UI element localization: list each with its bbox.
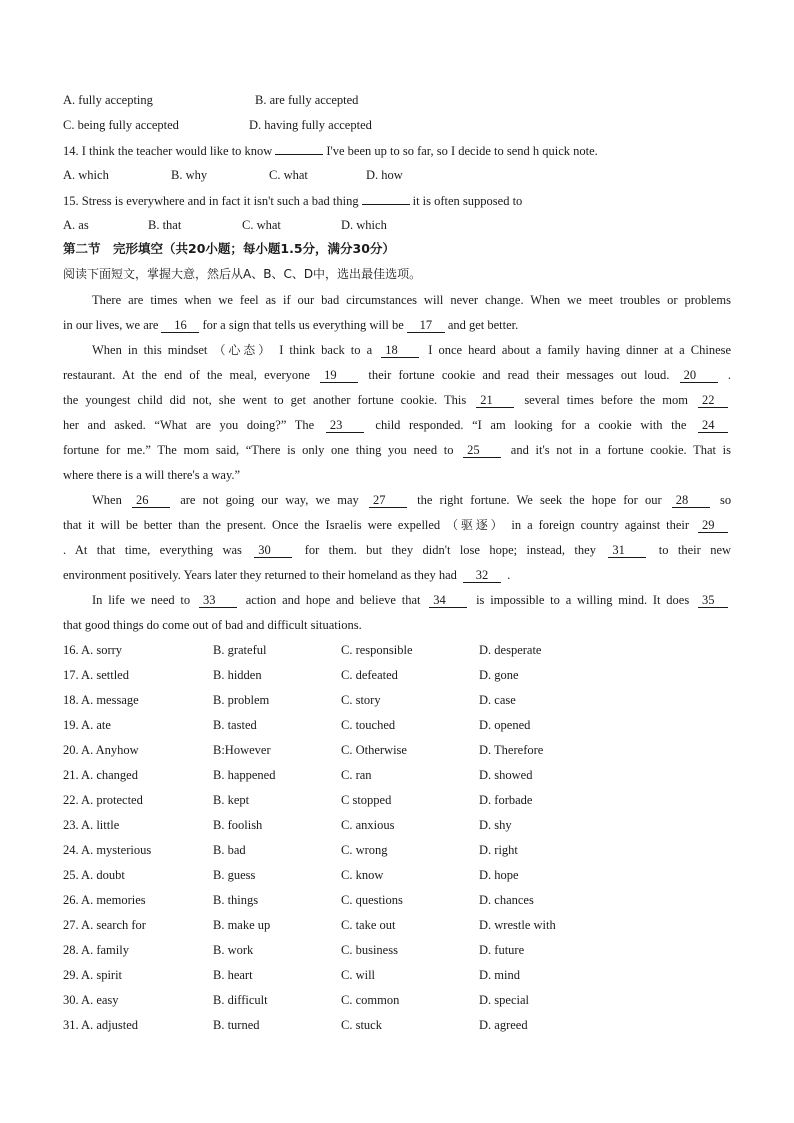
option-b: B. kept — [213, 793, 250, 807]
option-d: D. shy — [479, 818, 512, 832]
option-c: C stopped — [341, 793, 392, 807]
option-c: C. what — [269, 168, 308, 182]
passage-line: in our lives, we are 16 for a sign that tells us everything will be 17 and get better. — [63, 318, 519, 332]
passage-line: where there is a will there's a way.” — [63, 468, 241, 482]
passage-line: There are times when we feel as if our bad circumstances will never change. When we meet troubles or problems — [92, 293, 731, 307]
option-a: 23. A. little — [63, 818, 120, 832]
option-c: C. defeated — [341, 668, 398, 682]
option-d: D. special — [479, 993, 529, 1007]
blank-33: 33 — [199, 594, 237, 608]
question-14: 14. I think the teacher would like to know I've been up to so far, so I decide to send h quick note. — [63, 144, 598, 158]
blank-28: 28 — [672, 494, 710, 508]
option-b: B. guess — [213, 868, 256, 882]
question-15: 15. Stress is everywhere and in fact it isn't such a bad thing it is often supposed to — [63, 194, 523, 208]
option-d: D. wrestle with — [479, 918, 556, 932]
answer-blank — [362, 192, 410, 205]
passage-line: her and asked. “What are you doing?” The 23 child responded. “I am looking for a cookie with the 24 — [63, 417, 731, 433]
option-b: B:However — [213, 743, 271, 757]
option-b: B. foolish — [213, 818, 263, 832]
option-c: C. responsible — [341, 643, 413, 657]
option-b: B. tasted — [213, 718, 257, 732]
option-b: B. turned — [213, 1018, 260, 1032]
blank-31: 31 — [608, 544, 646, 558]
option-d: D. mind — [479, 968, 520, 982]
option-b: B. difficult — [213, 993, 268, 1007]
option-d: D. how — [366, 168, 403, 182]
blank-34: 34 — [429, 594, 467, 608]
passage-line: fortune for me.” The mom said, “There is only one thing you need to 25 and it's not in a fortune cookie. That is — [63, 443, 732, 457]
option-b: B. heart — [213, 968, 253, 982]
option-b: B. work — [213, 943, 254, 957]
option-d: D. right — [479, 843, 518, 857]
option-c: C. anxious — [341, 818, 395, 832]
option-a: A. fully accepting — [63, 93, 153, 107]
option-a: A. as — [63, 218, 89, 232]
blank-26: 26 — [132, 494, 170, 508]
option-b: B. bad — [213, 843, 246, 857]
option-d: D. showed — [479, 768, 533, 782]
passage-line: the youngest child did not, she went to get another fortune cookie. This 21 several times before the mom 22 — [63, 392, 731, 408]
option-c: C. stuck — [341, 1018, 382, 1032]
blank-17: 17 — [407, 319, 445, 333]
option-d: D. hope — [479, 868, 519, 882]
option-a: 16. A. sorry — [63, 643, 123, 657]
option-a: 28. A. family — [63, 943, 129, 957]
option-a: 17. A. settled — [63, 668, 129, 682]
passage-line: When in this mindset （心态） I think back to a 18 I once heard about a family having dinner at a Chinese — [92, 343, 732, 357]
option-c: C. questions — [341, 893, 403, 907]
passage-line: . At that time, everything was 30 for them. but they didn't lose hope; instead, they 31 to their new — [63, 543, 732, 557]
option-b: B. happened — [213, 768, 276, 782]
passage-line: that it will be better than the present. Once the Israelis were expelled （驱逐） in a foreign country against their 29 — [63, 517, 731, 533]
option-c: C. ran — [341, 768, 372, 782]
blank-19: 19 — [320, 369, 358, 383]
option-b: B. grateful — [213, 643, 267, 657]
option-d: D. desperate — [479, 643, 542, 657]
option-b: B. are fully accepted — [255, 93, 359, 107]
option-d: D. Therefore — [479, 743, 544, 757]
passage-line: restaurant. At the end of the meal, everyone 19 their fortune cookie and read their messages out loud. 20 . — [63, 368, 731, 382]
option-c: C. wrong — [341, 843, 388, 857]
option-c: C. business — [341, 943, 398, 957]
blank-22: 22 — [698, 394, 728, 408]
option-d: D. agreed — [479, 1018, 528, 1032]
option-a: 19. A. ate — [63, 718, 111, 732]
option-c: C. take out — [341, 918, 396, 932]
option-a: 24. A. mysterious — [63, 843, 152, 857]
blank-27: 27 — [369, 494, 407, 508]
option-d: D. future — [479, 943, 525, 957]
option-c: C. what — [242, 218, 281, 232]
option-a: 20. A. Anyhow — [63, 743, 139, 757]
option-c: C. Otherwise — [341, 743, 407, 757]
option-d: D. case — [479, 693, 516, 707]
blank-24: 24 — [698, 419, 728, 433]
option-b: B. hidden — [213, 668, 262, 682]
option-a: 18. A. message — [63, 693, 139, 707]
passage-line: that good things do come out of bad and difficult situations. — [63, 618, 362, 632]
blank-35: 35 — [698, 594, 728, 608]
option-d: D. which — [341, 218, 387, 232]
option-d: D. gone — [479, 668, 519, 682]
option-d: D. having fully accepted — [249, 118, 372, 132]
option-b: B. that — [148, 218, 182, 232]
option-d: D. forbade — [479, 793, 533, 807]
option-a: 25. A. doubt — [63, 868, 125, 882]
blank-32: 32 — [463, 569, 501, 583]
option-a: 22. A. protected — [63, 793, 143, 807]
option-b: B. things — [213, 893, 259, 907]
option-c: C. being fully accepted — [63, 118, 179, 132]
option-a: A. which — [63, 168, 109, 182]
option-c: C. will — [341, 968, 376, 982]
blank-20: 20 — [680, 369, 718, 383]
passage-line: When 26 are not going our way, we may 27 the right fortune. We seek the hope for our 28 so — [92, 493, 732, 507]
section-heading: 第二节 完形填空（共20小题；每小题1.5分，满分30分） — [63, 241, 395, 256]
option-a: 21. A. changed — [63, 768, 138, 782]
blank-18: 18 — [381, 344, 419, 358]
blank-30: 30 — [254, 544, 292, 558]
option-d: D. opened — [479, 718, 531, 732]
option-c: C. common — [341, 993, 400, 1007]
option-c: C. story — [341, 693, 381, 707]
blank-29: 29 — [698, 519, 728, 533]
blank-16: 16 — [161, 319, 199, 333]
option-d: D. chances — [479, 893, 534, 907]
option-b: B. make up — [213, 918, 271, 932]
option-c: C. touched — [341, 718, 396, 732]
section-instruction: 阅读下面短文，掌握大意，然后从A、B、C、D中，选出最佳选项。 — [63, 267, 422, 281]
option-a: 29. A. spirit — [63, 968, 123, 982]
option-a: 30. A. easy — [63, 993, 119, 1007]
option-c: C. know — [341, 868, 384, 882]
passage-line: environment positively. Years later they returned to their homeland as they had 32 . — [63, 568, 511, 582]
option-a: 31. A. adjusted — [63, 1018, 138, 1032]
option-b: B. why — [171, 168, 208, 182]
option-a: 27. A. search for — [63, 918, 146, 932]
answer-blank — [275, 142, 323, 155]
option-a: 26. A. memories — [63, 893, 146, 907]
blank-25: 25 — [463, 444, 501, 458]
blank-23: 23 — [326, 419, 364, 433]
option-b: B. problem — [213, 693, 270, 707]
passage-line: In life we need to 33 action and hope and believe that 34 is impossible to a willing mind. It does 35 — [92, 592, 731, 608]
blank-21: 21 — [476, 394, 514, 408]
